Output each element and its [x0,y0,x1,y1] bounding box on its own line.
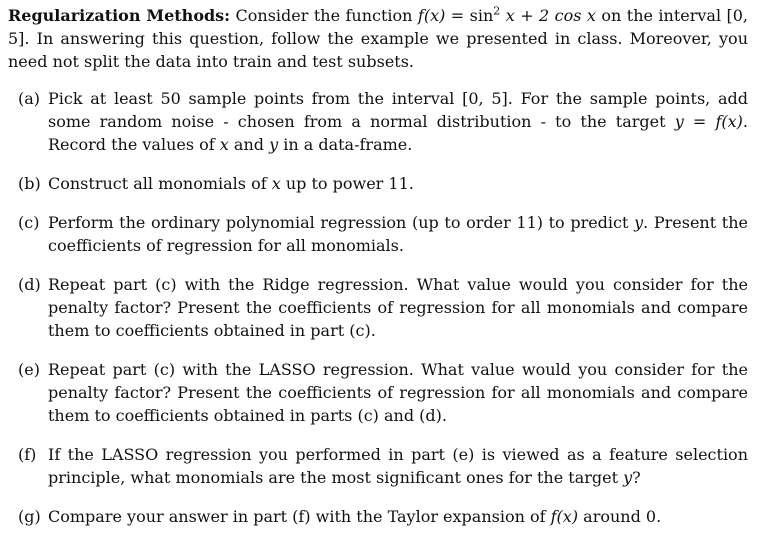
part-g-fx: f(x) [550,507,579,526]
part-a-text-1: Pick at least 50 sample points from the interval [0, 5]. For the sample points, add some random noise - chosen from a normal distribution - to the target [48,89,748,131]
part-d [8,273,748,342]
part-c-text-1: Perform the ordinary polynomial regression (up to order 11) to predict [48,213,635,232]
part-b-label: (b) [18,174,41,193]
part-f-var-y: y [623,468,633,487]
part-e [8,358,748,427]
part-a-var-x: x [219,135,229,154]
problem-intro [8,4,748,73]
part-g-label: (g) [18,507,41,526]
part-c-label: (c) [18,213,40,232]
part-a-label: (a) [18,89,41,108]
part-b-text-1: Construct all monomials of [48,174,272,193]
part-a [8,87,748,156]
part-c-text-2: . Present the coefficients of regression for all monomials. [48,213,748,255]
function-name: f(x) [417,6,446,25]
part-b-text-2: up to power 11. [280,174,414,193]
part-c [8,211,748,257]
part-a-text-5: in a data-frame. [278,135,413,154]
exponent-2: 2 [493,4,501,18]
part-b-var-x: x [271,174,281,193]
part-a-text-2: = [683,112,716,131]
part-g-text-1: Compare your answer in part (f) with the Taylor expansion of [48,507,551,526]
function-rest: x + 2 cos x [500,6,596,25]
part-e-label: (e) [18,360,40,379]
part-f-text-1: If the LASSO regression you performed in part (e) is viewed as a feature selection principle, what monomials are the most significant ones for the target [48,445,748,487]
part-f [8,443,748,489]
part-a-var-y2: y [269,135,279,154]
part-e-text: Repeat part (c) with the LASSO regression. What value would you consider for the penalty factor? Present the coefficients of regression for all monomials and compare them to coefficients obtained in parts (c) and (d). [48,360,748,425]
problem-title: Regularization Methods: [8,6,231,25]
intro-text-2: on the interval [0, 5]. In answering this question, follow the example we presented in class. Moreover, you need not split the data into train and test subsets. [8,6,749,71]
part-a-fx: f(x) [715,112,743,131]
part-f-text-2: ? [632,468,641,487]
part-a-text-4: and [228,135,270,154]
sin-function: sin [469,6,494,25]
part-d-text: Repeat part (c) with the Ridge regression. What value would you consider for the penalty factor? Present the coefficients of regression for all monomials and compare them to coefficients obtained in part (c). [48,275,748,340]
equals-sign: = [445,6,470,25]
part-c-var-y: y [634,213,644,232]
part-g [8,505,748,528]
part-f-label: (f) [18,445,37,464]
part-d-label: (d) [18,275,41,294]
part-b [8,172,748,195]
intro-text-1: Consider the function [230,6,418,25]
part-g-text-2: around 0. [578,507,662,526]
part-a-text-3: . Record the values of [48,112,749,154]
part-a-var-y: y [674,112,684,131]
